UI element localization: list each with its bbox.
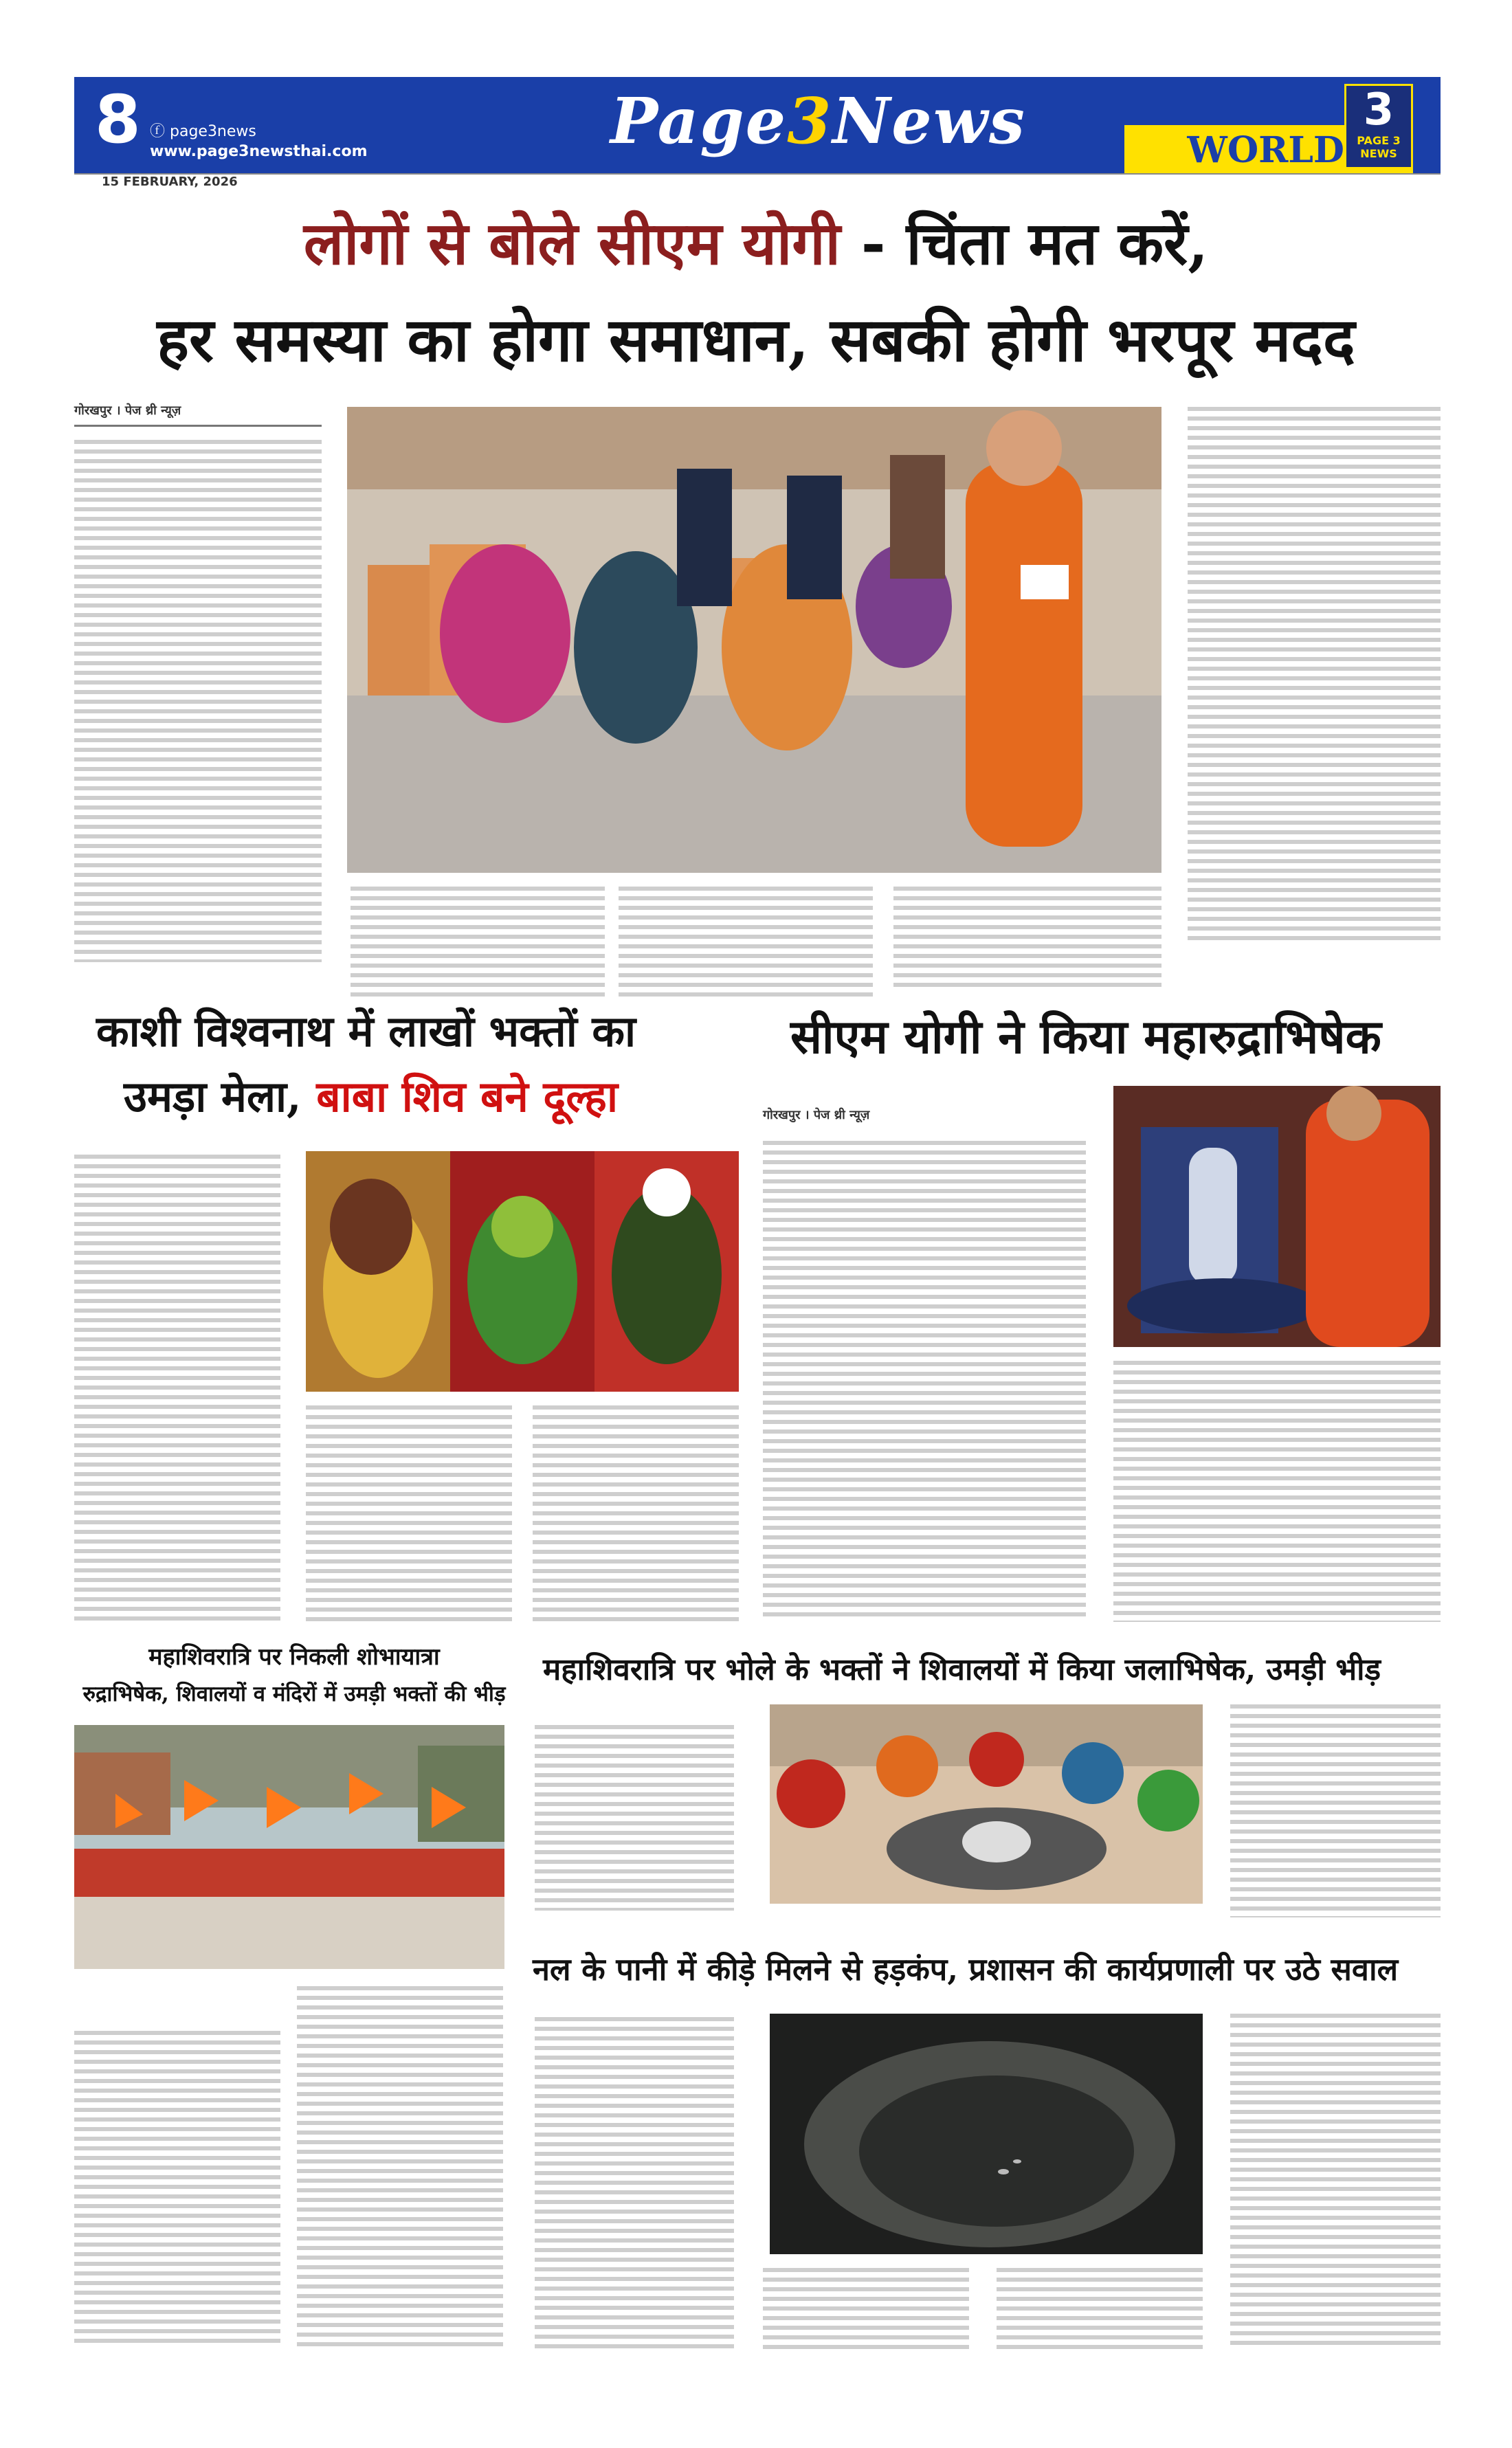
shiv-text-col-1 — [535, 1725, 734, 1911]
procession-headline-line2: रुद्राभिषेक, शिवालयों व मंदिरों में उमड़ी भक्तों की भीड़ — [82, 1682, 506, 1706]
shiv-photo — [770, 1704, 1203, 1904]
website-link[interactable]: www.page3newsthai.com — [150, 143, 368, 160]
rudra-photo — [1113, 1086, 1441, 1347]
rudra-byline: गोरखपुर । पेज थ्री न्यूज़ — [763, 1108, 870, 1122]
issue-date: 15 FEBRUARY, 2026 — [102, 175, 238, 189]
water-headline: नल के पानी में कीड़े मिलने से हड़कंप, प्रशासन की कार्यप्रणाली पर उठे सवाल — [533, 1951, 1399, 1988]
section-label: WORLD — [1187, 129, 1344, 171]
lead-headline-line1: लोगों से बोले सीएम योगी - चिंता मत करें, — [303, 209, 1209, 278]
kashi-headline-line1: काशी विश्वनाथ में लाखों भक्तों का — [96, 1006, 636, 1056]
kashi-photo — [306, 1151, 739, 1392]
page3-badge: 3 PAGE 3 NEWS — [1344, 84, 1413, 169]
kashi-headline-line2: उमड़ा मेला, बाबा शिव बने दूल्हा — [124, 1071, 619, 1122]
lead-text-col-3 — [619, 887, 873, 997]
water-text-col-3 — [997, 2268, 1203, 2350]
lead-text-col-2 — [351, 887, 605, 997]
lead-text-col-1 — [74, 440, 322, 962]
rudra-headline: सीएम योगी ने किया महारुद्राभिषेक — [790, 1010, 1381, 1065]
divider — [74, 425, 322, 427]
newspaper-logo: Page3News — [610, 84, 1026, 158]
procession-photo — [74, 1725, 504, 1969]
procession-headline-line1: महाशिवरात्रि पर निकली शोभायात्रा — [148, 1643, 440, 1671]
kashi-text-col-3 — [533, 1405, 739, 1625]
water-text-col-1 — [535, 2017, 734, 2350]
kashi-text-col-2 — [306, 1405, 512, 1625]
masthead — [74, 77, 1441, 173]
lead-photo — [347, 407, 1161, 873]
water-text-col-4 — [1230, 2014, 1441, 2350]
shiv-headline: महाशिवरात्रि पर भोले के भक्तों ने शिवालयों में किया जलाभिषेक, उमड़ी भीड़ — [543, 1652, 1381, 1687]
kashi-text-col-1 — [74, 1155, 280, 1622]
dateline — [74, 173, 1441, 189]
shiv-text-col-2 — [1230, 1704, 1441, 1917]
procession-text-col-1 — [74, 2031, 280, 2347]
rudra-text-col-2 — [1113, 1361, 1441, 1622]
lead-byline: गोरखपुर । पेज थ्री न्यूज़ — [74, 403, 181, 418]
water-text-col-2 — [763, 2268, 969, 2350]
lead-headline-line2: हर समस्या का होगा समाधान, सबकी होगी भरपूर मदद — [157, 304, 1355, 375]
rudra-text-col-1 — [763, 1141, 1086, 1622]
procession-text-col-2 — [297, 1986, 503, 2347]
page-number: 8 — [95, 81, 141, 158]
lead-text-col-4 — [1188, 407, 1441, 943]
social-handle: ⓕ page3news — [150, 123, 256, 140]
water-photo — [770, 2014, 1203, 2254]
lead-text-col-5 — [893, 887, 1161, 990]
